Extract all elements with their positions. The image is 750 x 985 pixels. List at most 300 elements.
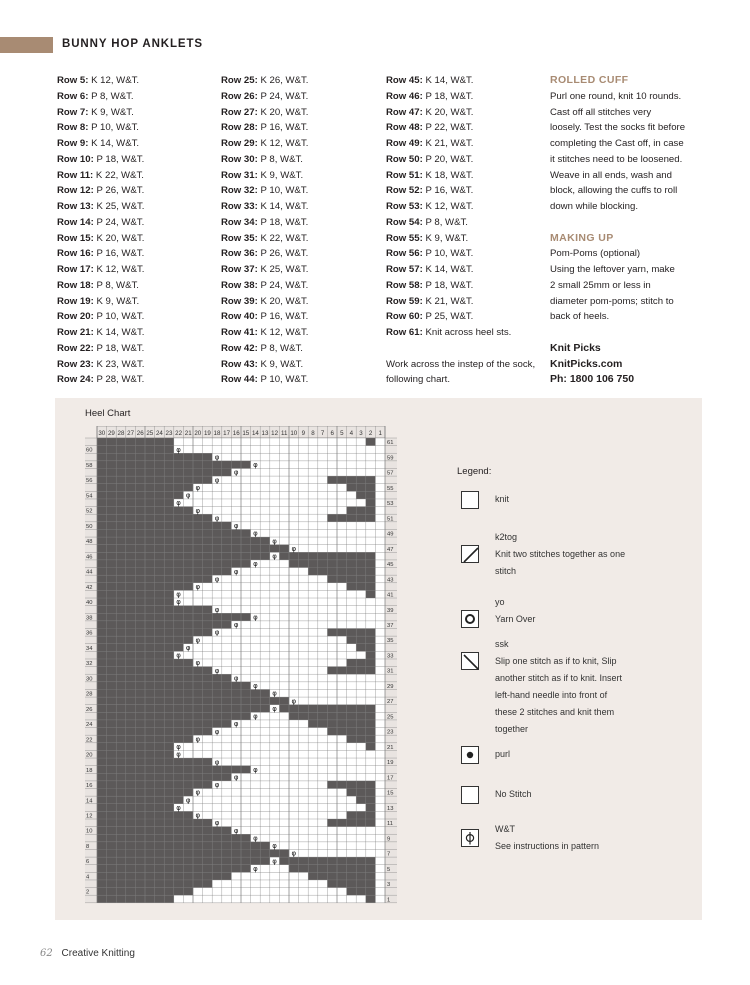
filled-stitch	[366, 728, 376, 736]
filled-stitch	[231, 697, 241, 705]
filled-stitch	[164, 575, 174, 583]
filled-stitch	[174, 560, 184, 568]
filled-stitch	[241, 552, 251, 560]
filled-stitch	[164, 651, 174, 659]
column-number: 26	[136, 430, 144, 437]
filled-stitch	[155, 583, 165, 591]
filled-stitch	[164, 537, 174, 545]
filled-stitch	[155, 712, 165, 720]
filled-stitch	[107, 789, 117, 797]
instruction-row: Row 42: P 8, W&T.	[221, 342, 303, 354]
making-up-text	[550, 246, 710, 325]
filled-stitch	[97, 758, 107, 766]
instruction-row: Row 49: K 21, W&T.	[386, 138, 474, 149]
filled-stitch	[260, 842, 270, 850]
filled-stitch	[356, 636, 366, 644]
legend-description: See instructions in pattern	[495, 841, 600, 851]
filled-stitch	[193, 682, 203, 690]
filled-stitch	[366, 720, 376, 728]
filled-stitch	[164, 529, 174, 537]
wrap-turn-marker: φ	[272, 689, 277, 698]
filled-stitch	[145, 773, 155, 781]
filled-stitch	[107, 865, 117, 873]
filled-stitch	[126, 583, 136, 591]
filled-stitch	[126, 644, 136, 652]
filled-stitch	[347, 781, 357, 789]
filled-stitch	[183, 659, 193, 667]
filled-stitch	[116, 590, 126, 598]
filled-stitch	[366, 507, 376, 515]
filled-stitch	[126, 674, 136, 682]
filled-stitch	[183, 766, 193, 774]
filled-stitch	[135, 568, 145, 576]
filled-stitch	[107, 514, 117, 522]
wrap-turn-marker: φ	[253, 560, 258, 569]
filled-stitch	[193, 514, 203, 522]
filled-stitch	[174, 606, 184, 614]
filled-stitch	[145, 636, 155, 644]
filled-stitch	[135, 720, 145, 728]
filled-stitch	[145, 880, 155, 888]
filled-stitch	[126, 720, 136, 728]
filled-stitch	[231, 766, 241, 774]
filled-stitch	[145, 811, 155, 819]
legend-item	[457, 786, 687, 803]
filled-stitch	[222, 461, 232, 469]
filled-stitch	[155, 804, 165, 812]
filled-stitch	[318, 865, 328, 873]
text-line: Knit Picks	[550, 341, 601, 354]
instruction-row: Row 47: K 20, W&T.	[386, 106, 474, 118]
instruction-row: Row 29: K 12, W&T.	[221, 138, 309, 149]
wrap-turn-marker: φ	[195, 811, 201, 820]
filled-stitch	[97, 507, 107, 515]
filled-stitch	[155, 789, 165, 797]
filled-stitch	[222, 712, 232, 720]
filled-stitch	[107, 598, 117, 606]
filled-stitch	[203, 629, 213, 637]
filled-stitch	[126, 568, 136, 576]
filled-stitch	[164, 880, 174, 888]
wrap-turn-marker: φ	[214, 453, 220, 462]
filled-stitch	[97, 659, 107, 667]
filled-stitch	[347, 712, 357, 720]
dot-box-icon	[461, 746, 479, 764]
filled-stitch	[107, 590, 117, 598]
filled-stitch	[126, 598, 136, 606]
filled-stitch	[174, 766, 184, 774]
filled-stitch	[347, 636, 357, 644]
filled-stitch	[193, 621, 203, 629]
row-label-right: 49	[387, 531, 394, 538]
filled-stitch	[164, 674, 174, 682]
filled-stitch	[145, 644, 155, 652]
filled-stitch	[164, 507, 174, 515]
filled-stitch	[145, 872, 155, 880]
column-number: 29	[107, 430, 115, 437]
filled-stitch	[193, 720, 203, 728]
filled-stitch	[164, 522, 174, 530]
filled-stitch	[107, 705, 117, 713]
filled-stitch	[164, 438, 174, 446]
filled-stitch	[145, 712, 155, 720]
filled-stitch	[308, 568, 318, 576]
filled-stitch	[366, 636, 376, 644]
filled-stitch	[145, 453, 155, 461]
filled-stitch	[193, 575, 203, 583]
filled-stitch	[145, 468, 155, 476]
filled-stitch	[318, 552, 328, 560]
row-label-left: 36	[86, 630, 93, 637]
filled-stitch	[203, 766, 213, 774]
filled-stitch	[222, 468, 232, 476]
circle-box-icon	[461, 610, 479, 628]
filled-stitch	[251, 697, 261, 705]
filled-stitch	[97, 804, 107, 812]
filled-stitch	[356, 575, 366, 583]
filled-stitch	[107, 545, 117, 553]
filled-stitch	[203, 667, 213, 675]
instruction-row: Row 21: K 14, W&T.	[57, 327, 145, 338]
filled-stitch	[212, 872, 222, 880]
filled-stitch	[366, 590, 376, 598]
filled-stitch	[116, 827, 126, 835]
filled-stitch	[366, 644, 376, 652]
wrap-turn-marker: φ	[272, 537, 277, 546]
filled-stitch	[270, 849, 280, 857]
filled-stitch	[107, 468, 117, 476]
filled-stitch	[164, 872, 174, 880]
wrap-turn-marker: φ	[185, 491, 191, 500]
filled-stitch	[193, 629, 203, 637]
filled-stitch	[116, 651, 126, 659]
filled-stitch	[107, 537, 117, 545]
filled-stitch	[97, 491, 107, 499]
filled-stitch	[116, 613, 126, 621]
filled-stitch	[183, 849, 193, 857]
filled-stitch	[107, 872, 117, 880]
filled-stitch	[164, 598, 174, 606]
filled-stitch	[164, 842, 174, 850]
filled-stitch	[97, 644, 107, 652]
filled-stitch	[318, 560, 328, 568]
text-line: back of heels.	[550, 311, 610, 323]
filled-stitch	[135, 507, 145, 515]
instructions-column-3	[386, 73, 546, 388]
filled-stitch	[97, 552, 107, 560]
filled-stitch	[212, 529, 222, 537]
column-number: 7	[320, 430, 325, 437]
row-label-right: 31	[387, 668, 394, 675]
instruction-row: Row 61: Knit across heel sts.	[386, 327, 512, 338]
wrap-turn-marker: φ	[233, 468, 239, 477]
filled-stitch	[107, 811, 117, 819]
filled-stitch	[241, 849, 251, 857]
filled-stitch	[366, 575, 376, 583]
filled-stitch	[145, 849, 155, 857]
filled-stitch	[145, 865, 155, 873]
filled-stitch	[212, 849, 222, 857]
row-label-right: 29	[387, 683, 394, 690]
filled-stitch	[231, 552, 241, 560]
filled-stitch	[356, 712, 366, 720]
phi-box-icon	[461, 829, 479, 847]
filled-stitch	[174, 720, 184, 728]
filled-stitch	[231, 712, 241, 720]
filled-stitch	[174, 834, 184, 842]
filled-stitch	[203, 834, 213, 842]
filled-stitch	[135, 827, 145, 835]
filled-stitch	[145, 789, 155, 797]
filled-stitch	[241, 682, 251, 690]
filled-stitch	[116, 545, 126, 553]
filled-stitch	[145, 545, 155, 553]
filled-stitch	[174, 522, 184, 530]
column-number: 9	[301, 430, 306, 437]
filled-stitch	[97, 827, 107, 835]
filled-stitch	[203, 522, 213, 530]
row-label-right: 11	[387, 821, 394, 828]
filled-stitch	[356, 514, 366, 522]
filled-stitch	[212, 712, 222, 720]
filled-stitch	[126, 621, 136, 629]
filled-stitch	[116, 895, 126, 903]
filled-stitch	[222, 674, 232, 682]
filled-stitch	[116, 735, 126, 743]
wrap-turn-marker: φ	[195, 735, 201, 744]
filled-stitch	[116, 629, 126, 637]
row-label-left: 38	[86, 615, 93, 622]
legend-title: Legend:	[457, 466, 492, 477]
filled-stitch	[308, 560, 318, 568]
filled-stitch	[126, 750, 136, 758]
wrap-turn-marker: φ	[253, 864, 258, 873]
filled-stitch	[145, 552, 155, 560]
filled-stitch	[135, 529, 145, 537]
filled-stitch	[279, 857, 289, 865]
filled-stitch	[164, 583, 174, 591]
filled-stitch	[135, 766, 145, 774]
filled-stitch	[356, 819, 366, 827]
filled-stitch	[203, 849, 213, 857]
filled-stitch	[107, 560, 117, 568]
filled-stitch	[155, 834, 165, 842]
filled-stitch	[356, 484, 366, 492]
filled-stitch	[116, 819, 126, 827]
text-line: Pom-Poms (optional)	[550, 248, 641, 260]
filled-stitch	[193, 773, 203, 781]
filled-stitch	[164, 728, 174, 736]
filled-stitch	[126, 667, 136, 675]
filled-stitch	[183, 674, 193, 682]
filled-stitch	[212, 697, 222, 705]
filled-stitch	[126, 728, 136, 736]
column-number: 13	[261, 430, 269, 437]
filled-stitch	[183, 522, 193, 530]
filled-stitch	[347, 865, 357, 873]
column-number: 23	[165, 430, 173, 437]
filled-stitch	[126, 689, 136, 697]
filled-stitch	[174, 575, 184, 583]
column-number: 21	[184, 430, 192, 437]
filled-stitch	[212, 621, 222, 629]
filled-stitch	[203, 689, 213, 697]
filled-stitch	[212, 468, 222, 476]
filled-stitch	[135, 484, 145, 492]
filled-stitch	[318, 857, 328, 865]
filled-stitch	[164, 568, 174, 576]
row-label-left: 22	[86, 737, 93, 744]
filled-stitch	[174, 613, 184, 621]
filled-stitch	[135, 682, 145, 690]
filled-stitch	[289, 712, 299, 720]
instruction-row: Row 43: K 9, W&T.	[221, 358, 304, 370]
instruction-row: Row 26: P 24, W&T.	[221, 90, 309, 102]
column-number: 18	[213, 430, 221, 437]
row-label-right: 37	[387, 623, 394, 629]
filled-stitch	[126, 880, 136, 888]
filled-stitch	[116, 606, 126, 614]
filled-stitch	[155, 507, 165, 515]
filled-stitch	[174, 537, 184, 545]
filled-stitch	[174, 811, 184, 819]
filled-stitch	[212, 857, 222, 865]
filled-stitch	[231, 834, 241, 842]
filled-stitch	[183, 735, 193, 743]
filled-stitch	[155, 819, 165, 827]
filled-stitch	[183, 697, 193, 705]
filled-stitch	[97, 689, 107, 697]
filled-stitch	[327, 514, 337, 522]
filled-stitch	[366, 804, 376, 812]
filled-stitch	[164, 819, 174, 827]
filled-stitch	[366, 560, 376, 568]
filled-stitch	[183, 468, 193, 476]
wrap-turn-marker: φ	[253, 765, 258, 774]
filled-stitch	[116, 834, 126, 842]
filled-stitch	[164, 865, 174, 873]
filled-stitch	[356, 857, 366, 865]
filled-stitch	[183, 758, 193, 766]
filled-stitch	[155, 621, 165, 629]
filled-stitch	[116, 529, 126, 537]
filled-stitch	[107, 842, 117, 850]
filled-stitch	[347, 811, 357, 819]
filled-stitch	[356, 583, 366, 591]
filled-stitch	[135, 598, 145, 606]
filled-stitch	[183, 842, 193, 850]
column-number: 17	[223, 430, 231, 437]
filled-stitch	[203, 697, 213, 705]
filled-stitch	[97, 849, 107, 857]
filled-stitch	[116, 880, 126, 888]
filled-stitch	[356, 667, 366, 675]
filled-stitch	[145, 613, 155, 621]
filled-stitch	[164, 552, 174, 560]
filled-stitch	[164, 468, 174, 476]
filled-stitch	[299, 865, 309, 873]
filled-stitch	[164, 613, 174, 621]
filled-stitch	[107, 461, 117, 469]
filled-stitch	[126, 682, 136, 690]
filled-stitch	[174, 552, 184, 560]
filled-stitch	[164, 514, 174, 522]
filled-stitch	[366, 705, 376, 713]
filled-stitch	[222, 552, 232, 560]
filled-stitch	[97, 613, 107, 621]
filled-stitch	[193, 880, 203, 888]
filled-stitch	[164, 446, 174, 454]
filled-stitch	[135, 514, 145, 522]
filled-stitch	[366, 781, 376, 789]
filled-stitch	[135, 606, 145, 614]
filled-stitch	[222, 537, 232, 545]
filled-stitch	[135, 491, 145, 499]
filled-stitch	[116, 461, 126, 469]
filled-stitch	[145, 705, 155, 713]
filled-stitch	[222, 697, 232, 705]
filled-stitch	[347, 705, 357, 713]
filled-stitch	[97, 629, 107, 637]
filled-stitch	[203, 545, 213, 553]
filled-stitch	[174, 491, 184, 499]
filled-stitch	[193, 537, 203, 545]
filled-stitch	[135, 636, 145, 644]
filled-stitch	[135, 651, 145, 659]
row-label-right: 23	[387, 729, 394, 736]
filled-stitch	[107, 857, 117, 865]
filled-stitch	[126, 438, 136, 446]
filled-stitch	[212, 537, 222, 545]
filled-stitch	[327, 819, 337, 827]
filled-stitch	[212, 552, 222, 560]
filled-stitch	[155, 880, 165, 888]
text-line: 2 small 25mm or less in	[550, 279, 651, 291]
page-number: 62	[40, 948, 53, 959]
filled-stitch	[155, 636, 165, 644]
filled-stitch	[327, 781, 337, 789]
filled-stitch	[203, 537, 213, 545]
legend	[457, 466, 687, 851]
filled-stitch	[203, 529, 213, 537]
row-label-left: 44	[86, 569, 93, 576]
text-line: Ph: 1800 106 750	[550, 373, 635, 386]
filled-stitch	[222, 689, 232, 697]
filled-stitch	[174, 819, 184, 827]
text-line: it stitches need to be loosened.	[550, 153, 683, 165]
filled-stitch	[212, 522, 222, 530]
filled-stitch	[193, 697, 203, 705]
filled-stitch	[155, 629, 165, 637]
filled-stitch	[356, 781, 366, 789]
filled-stitch	[193, 674, 203, 682]
filled-stitch	[222, 857, 232, 865]
filled-stitch	[183, 476, 193, 484]
filled-stitch	[97, 895, 107, 903]
filled-stitch	[135, 811, 145, 819]
instruction-row: Row 23: K 23, W&T.	[57, 358, 145, 370]
filled-stitch	[347, 583, 357, 591]
instruction-row: Row 16: P 16, W&T.	[57, 248, 145, 260]
filled-stitch	[155, 697, 165, 705]
instructions-column-1	[57, 73, 217, 388]
row-label-left: 10	[86, 828, 93, 835]
filled-stitch	[155, 857, 165, 865]
filled-stitch	[347, 880, 357, 888]
row-label-right: 3	[387, 882, 391, 889]
filled-stitch	[183, 575, 193, 583]
column-number: 4	[349, 430, 354, 437]
